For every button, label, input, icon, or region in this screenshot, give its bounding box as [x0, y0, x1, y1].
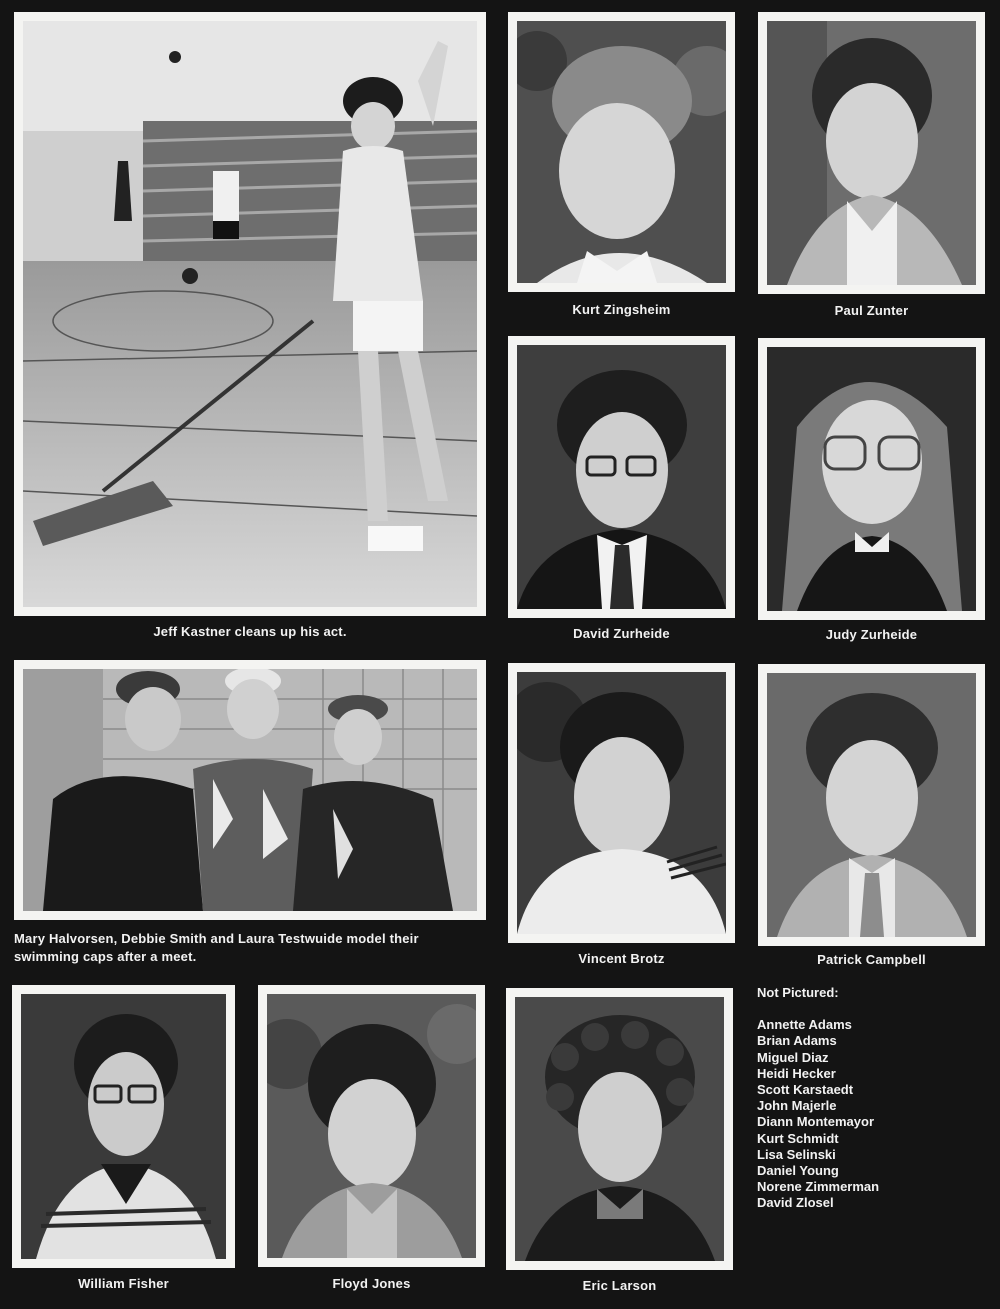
- list-item: Brian Adams: [757, 1033, 837, 1049]
- candid-photo-swimmers: [14, 660, 486, 920]
- caption-judy-zurheide: Judy Zurheide: [825, 627, 918, 642]
- list-item: Kurt Schmidt: [757, 1130, 839, 1146]
- portrait-image: [767, 673, 976, 937]
- swimmers-photo-image: [23, 669, 477, 911]
- portrait-image: [767, 21, 976, 285]
- caption-brotz: Vincent Brotz: [578, 951, 665, 966]
- caption-fisher: William Fisher: [78, 1276, 169, 1291]
- portrait-eric-larson: [506, 988, 733, 1270]
- list-item: Scott Karstaedt: [757, 1082, 854, 1098]
- list-item: Daniel Young: [757, 1163, 839, 1179]
- portrait-image: [767, 347, 976, 611]
- portrait-image: [515, 997, 724, 1261]
- portrait-image: [517, 21, 726, 283]
- portrait-image: [21, 994, 226, 1259]
- portrait-image: [267, 994, 476, 1258]
- not-pictured-names: [757, 1017, 977, 1211]
- portrait-kurt-zingsheim: [508, 12, 735, 292]
- caption-david-zurheide: David Zurheide: [573, 626, 670, 641]
- portrait-floyd-jones: [258, 985, 485, 1267]
- list-item: Diann Montemayor: [757, 1114, 875, 1130]
- candid-photo-gym: [14, 12, 486, 616]
- list-item: Norene Zimmerman: [757, 1179, 880, 1195]
- portrait-paul-zunter: [758, 12, 985, 294]
- list-item: John Majerle: [757, 1098, 837, 1114]
- list-item: Miguel Diaz: [757, 1049, 829, 1065]
- caption-jones: Floyd Jones: [332, 1276, 411, 1291]
- portrait-william-fisher: [12, 985, 235, 1268]
- portrait-image: [517, 672, 726, 934]
- portrait-judy-zurheide: [758, 338, 985, 620]
- portrait-patrick-campbell: [758, 664, 985, 946]
- not-pictured-title: Not Pictured:: [757, 985, 839, 1000]
- caption-campbell: Patrick Campbell: [817, 952, 926, 967]
- caption-swimmers: Mary Halvorsen, Debbie Smith and Laura Testwuide model their swimming caps after a meet.: [14, 931, 419, 964]
- caption-larson: Eric Larson: [582, 1278, 657, 1293]
- caption-kastner: Jeff Kastner cleans up his act.: [153, 624, 347, 639]
- list-item: Annette Adams: [757, 1017, 852, 1033]
- portrait-david-zurheide: [508, 336, 735, 618]
- portrait-image: [517, 345, 726, 609]
- caption-zunter: Paul Zunter: [834, 303, 909, 318]
- not-pictured-list: [757, 985, 977, 1212]
- list-item: Lisa Selinski: [757, 1146, 836, 1162]
- list-item: David Zlosel: [757, 1195, 834, 1211]
- portrait-vincent-brotz: [508, 663, 735, 943]
- list-item: Heidi Hecker: [757, 1065, 836, 1081]
- gym-photo-image: [23, 21, 477, 607]
- caption-zingsheim: Kurt Zingsheim: [572, 302, 671, 317]
